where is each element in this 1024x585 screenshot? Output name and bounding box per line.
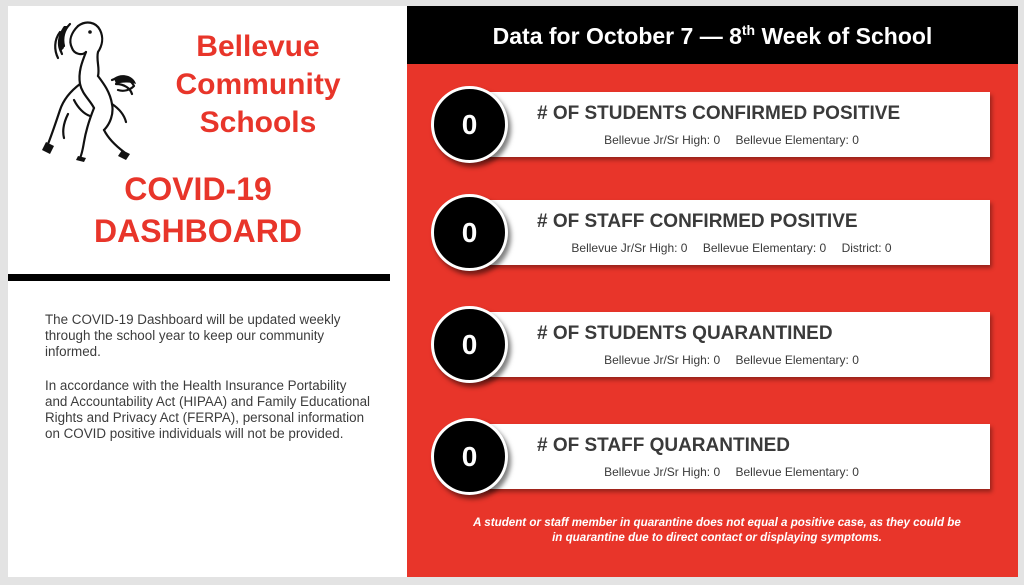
metric-breakdown bbox=[473, 133, 990, 147]
breakdown-elementary: Bellevue Elementary: 0 bbox=[735, 353, 859, 367]
metric-value-circle: 0 bbox=[431, 418, 508, 495]
school-name-line-2: Community bbox=[175, 68, 341, 101]
school-name-line-3: Schools bbox=[199, 106, 317, 139]
breakdown-elementary: Bellevue Elementary: 0 bbox=[735, 133, 859, 147]
header-prefix: Data for October 7 — 8 bbox=[492, 23, 742, 49]
metric-card bbox=[473, 200, 990, 265]
metric-value-circle: 0 bbox=[431, 194, 508, 271]
metric-label: # OF STUDENTS CONFIRMED POSITIVE bbox=[537, 103, 901, 124]
breakdown-jr-sr-high: Bellevue Jr/Sr High: 0 bbox=[604, 465, 721, 479]
metric-staff-positive bbox=[407, 194, 1018, 284]
breakdown-elementary: Bellevue Elementary: 0 bbox=[735, 465, 859, 479]
breakdown-jr-sr-high: Bellevue Jr/Sr High: 0 bbox=[571, 241, 688, 255]
metric-staff-quarantined bbox=[407, 418, 1018, 508]
metric-card bbox=[473, 424, 990, 489]
dashboard-title-line-1: COVID-19 bbox=[124, 171, 272, 207]
quarantine-footnote: A student or staff member in quarantine does not equal a positive case, as they could be in quarantine due to direct contact or displaying symptoms. bbox=[473, 516, 961, 544]
info-text bbox=[45, 312, 370, 459]
info-paragraph-privacy: In accordance with the Health Insurance Portability and Accountability Act (HIPAA) and Family Educational Rights and Privacy Act (FERPA), personal information on COVID positive individuals will not be provided. bbox=[45, 377, 371, 442]
header-suffix: Week of School bbox=[755, 23, 933, 49]
dashboard-title bbox=[28, 168, 368, 252]
school-name bbox=[148, 28, 368, 142]
data-header bbox=[407, 6, 1018, 64]
metric-breakdown bbox=[473, 465, 990, 479]
dashboard-slide bbox=[8, 6, 1018, 577]
data-panel bbox=[407, 6, 1018, 577]
metric-label: # OF STUDENTS QUARANTINED bbox=[537, 323, 833, 344]
metric-card bbox=[473, 92, 990, 157]
school-name-line-1: Bellevue bbox=[196, 30, 320, 63]
breakdown-jr-sr-high: Bellevue Jr/Sr High: 0 bbox=[604, 133, 721, 147]
header-superscript: th bbox=[741, 22, 756, 38]
mustang-horse-logo-icon bbox=[38, 18, 138, 162]
metric-card bbox=[473, 312, 990, 377]
breakdown-district: District: 0 bbox=[841, 241, 892, 255]
metric-students-positive bbox=[407, 86, 1018, 176]
dashboard-title-line-2: DASHBOARD bbox=[94, 213, 302, 249]
metric-value-circle: 0 bbox=[431, 86, 508, 163]
metric-value-circle: 0 bbox=[431, 306, 508, 383]
breakdown-elementary: Bellevue Elementary: 0 bbox=[702, 241, 827, 255]
section-divider bbox=[8, 274, 390, 281]
breakdown-jr-sr-high: Bellevue Jr/Sr High: 0 bbox=[604, 353, 721, 367]
metric-breakdown bbox=[473, 353, 990, 367]
metric-students-quarantined bbox=[407, 306, 1018, 396]
metric-label: # OF STAFF QUARANTINED bbox=[537, 435, 790, 456]
metric-breakdown bbox=[473, 241, 990, 255]
info-paragraph-update: The COVID-19 Dashboard will be updated weekly through the school year to keep our community informed. bbox=[45, 312, 341, 360]
metric-label: # OF STAFF CONFIRMED POSITIVE bbox=[537, 211, 858, 232]
